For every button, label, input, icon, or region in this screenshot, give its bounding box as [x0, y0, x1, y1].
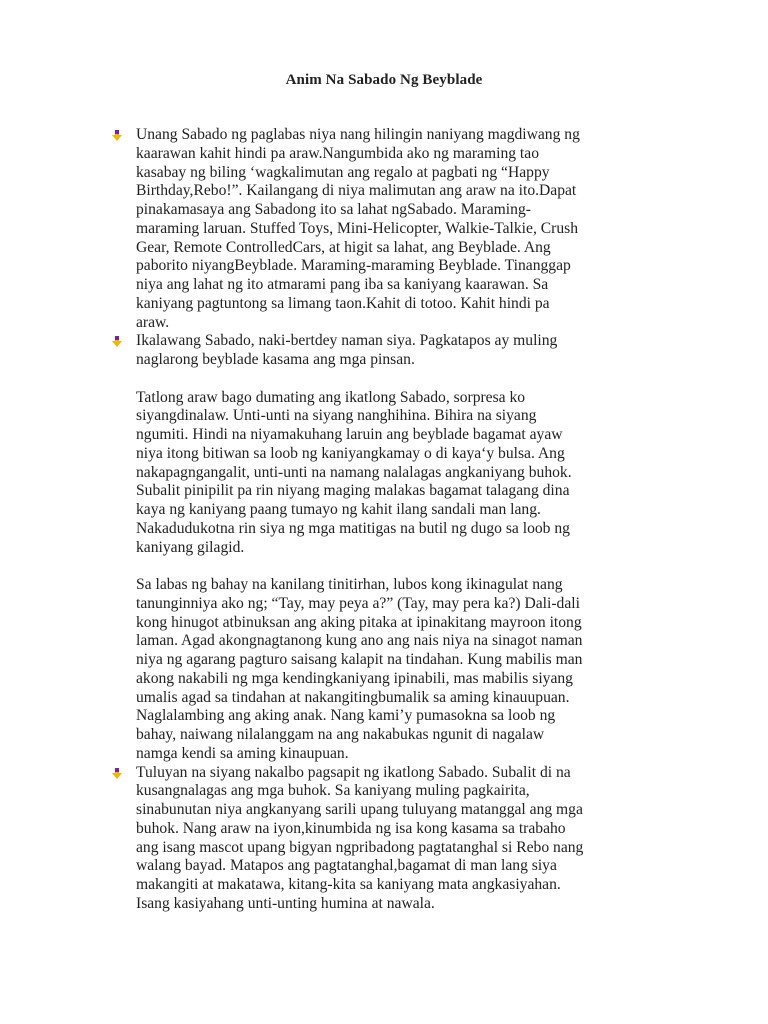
text-line: Nakadudukotna rin siya ng mga matitigas na butil ng dugo sa loob ng: [136, 519, 570, 537]
text-line: kaya ng kaniyang paang tumayo ng kahit ilang sandali man lang.: [136, 501, 541, 518]
paragraph: [136, 576, 656, 764]
text-line: sinabunutan niya angkanyang sarili upang tuluyang matanggal ang mga: [136, 801, 583, 818]
text-line: Sa labas ng bahay na kanilang tinitirhan, lubos kong ikinagulat nang: [136, 576, 563, 593]
text-line: Unang Sabado ng paglabas niya nang hilingin naniyang magdiwang ng: [136, 126, 580, 143]
text-line: tanunginniya ako ng; “Tay, may peya a?” (Tay, may pera ka?) Dali-dali: [136, 594, 580, 612]
text-line: Gear, Remote ControlledCars, at higit sa lahat, ang Beyblade. Ang: [136, 238, 551, 256]
text-line: walang bayad. Matapos ang pagtatanghal,bagamat di man lang siya: [136, 857, 557, 875]
text-line: kong hinugot atbinuksan ang aking pitaka at ipinakitang mayroon itong: [136, 613, 582, 631]
paragraph: [136, 332, 656, 370]
document-body: [136, 126, 656, 914]
text-line: kusangnalagas ang mga buhok. Sa kaniyang muling pagkairita,: [136, 782, 530, 800]
text-line: Birthday,Rebo!”. Kailangang di niya malimutan ang araw na ito.Dapat: [136, 182, 577, 200]
text-line: kaniyang gilagid.: [136, 538, 245, 556]
bullet-arrow-icon: [112, 336, 122, 348]
text-line: siyangdinalaw. Unti-unti na siyang nanghihina. Bihira na siyang: [136, 407, 537, 425]
text-line: Subalit pinipilit pa rin niyang maging malakas bagamat talagang dina: [136, 482, 570, 500]
text-line: Ikalawang Sabado, naki-bertdey naman siya. Pagkatapos ay muling: [136, 332, 558, 350]
text-line: araw.: [136, 313, 170, 331]
paragraph: [136, 764, 656, 914]
text-line: Naglalambing ang aking anak. Nang kami’y pumasokna sa loob ng: [136, 707, 556, 725]
text-line: ang isang mascot upang bigyan ngpribadong pagtatanghal si Rebo nang: [136, 838, 584, 856]
document-title: Anim Na Sabado Ng Beyblade: [285, 72, 483, 88]
text-line: kasabay ng biling ‘wagkalimutan ang regalo at pagbati ng “Happy: [136, 163, 550, 181]
text-line: maraming laruan. Stuffed Toys, Mini-Helicopter, Walkie-Talkie, Crush: [136, 219, 578, 237]
text-line: akong nakabili ng mga kendingkaniyang ipinabili, mas mabilis siyang: [136, 669, 573, 687]
text-line: kaniyang pagtuntong sa limang taon.Kahit di totoo. Kahit hindi pa: [136, 294, 550, 312]
text-line: umalis agad sa tindahan at nakangitingbumalik sa aming kinauupuan.: [136, 688, 570, 706]
text-line: Tatlong araw bago dumating ang ikatlong Sabado, sorpresa ko: [136, 388, 526, 406]
paragraph: [136, 126, 656, 332]
text-line: Tuluyan na siyang nakalbo pagsapit ng ikatlong Sabado. Subalit di na: [136, 763, 571, 781]
text-line: Isang kasiyahang unti-unting humina at nawala.: [136, 894, 435, 912]
bullet-arrow-icon: [112, 130, 122, 142]
text-line: buhok. Nang araw na iyon,kinumbida ng isa kong kasama sa trabaho: [136, 819, 566, 837]
text-line: niya ang lahat ng ito atmarami pang iba sa kaniyang kaarawan. Sa: [136, 276, 549, 293]
text-line: pinakamasaya ang Sabadong ito sa lahat ngSabado. Maraming-: [136, 201, 531, 218]
bullet-arrow-icon: [112, 768, 122, 780]
text-line: paborito niyangBeyblade. Maraming-maraming Beyblade. Tinanggap: [136, 257, 571, 275]
text-line: niya itong bitiwan sa loob ng kaniyangkamay o di kaya‘y bulsa. Ang: [136, 444, 565, 462]
text-line: laman. Agad akongnagtanong kung ano ang nais niya na sinagot naman: [136, 632, 583, 650]
text-line: kaarawan kahit hindi pa araw.Nangumbida ako ng maraming tao: [136, 144, 539, 162]
text-line: makangiti at makatawa, kitang-kita sa kaniyang mata angkasiyahan.: [136, 876, 561, 893]
text-line: naglarong beyblade kasama ang mga pinsan.: [136, 351, 415, 368]
text-line: namga kendi sa aming kinaupuan.: [136, 744, 349, 762]
text-line: ngumiti. Hindi na niyamakuhang laruin ang beyblade bagamat ayaw: [136, 426, 563, 443]
text-line: bahay, naiwang nilalanggam na ang nakabukas ngunit di nagalaw: [136, 726, 545, 743]
text-line: nakapagngangalit, unti-unti na namang nalalagas angkaniyang buhok.: [136, 463, 572, 481]
text-line: niya ng agarang pagturo saisang kalapit na tindahan. Kung mabilis man: [136, 651, 583, 668]
paragraph: [136, 389, 656, 558]
